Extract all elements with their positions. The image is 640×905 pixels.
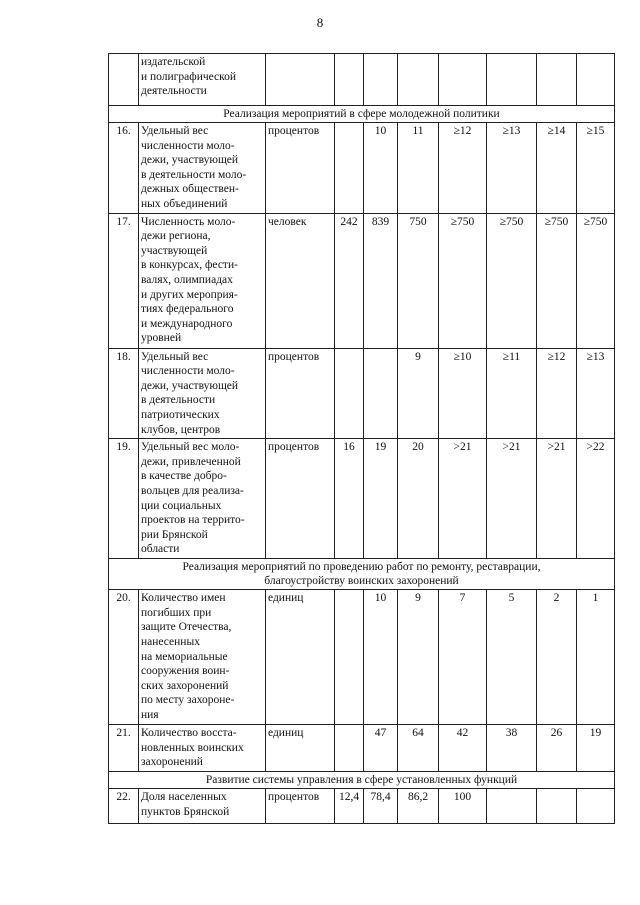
value-cell: 839	[364, 213, 398, 348]
value-cell: ≥13	[487, 123, 537, 214]
value-cell: ≥13	[577, 348, 615, 439]
value-cell	[537, 54, 577, 106]
unit-of-measure: человек	[266, 213, 335, 348]
value-cell: >21	[439, 439, 487, 559]
value-cell: 5	[487, 590, 537, 725]
unit-of-measure: единиц	[266, 725, 335, 772]
value-cell: ≥750	[487, 213, 537, 348]
value-cell	[487, 54, 537, 106]
value-cell: 16	[335, 439, 364, 559]
value-cell: 86,2	[398, 789, 439, 824]
value-cell: ≥11	[487, 348, 537, 439]
indicator-name: Доля населенных пунктов Брянской	[139, 789, 266, 824]
value-cell: 9	[398, 590, 439, 725]
value-cell: 10	[364, 590, 398, 725]
value-cell: ≥14	[537, 123, 577, 214]
indicator-name: Удельный вес численности моло- дежи, участвующей в деятельности моло- дежных обществен- ных объединений	[139, 123, 266, 214]
table-row	[109, 789, 615, 824]
unit-of-measure: процентов	[266, 348, 335, 439]
value-cell: 78,4	[364, 789, 398, 824]
indicator-name: Удельный вес моло- дежи, привлеченной в качестве добро- вольцев для реализа- ции социальных проектов на террито- рии Брянской области	[139, 439, 266, 559]
value-cell: 9	[398, 348, 439, 439]
section-title: Реализация мероприятий в сфере молодежной политики	[109, 106, 615, 123]
row-number	[109, 54, 139, 106]
value-cell	[335, 123, 364, 214]
value-cell	[487, 789, 537, 824]
unit-of-measure	[266, 54, 335, 106]
indicator-name: Удельный вес численности моло- дежи, участвующей в деятельности патриотических клубов, центров	[139, 348, 266, 439]
value-cell: 20	[398, 439, 439, 559]
unit-of-measure: процентов	[266, 439, 335, 559]
value-cell: 1	[577, 590, 615, 725]
section-header-row	[109, 106, 615, 123]
value-cell	[335, 725, 364, 772]
value-cell	[364, 54, 398, 106]
value-cell: 38	[487, 725, 537, 772]
value-cell: 2	[537, 590, 577, 725]
table-row	[109, 123, 615, 214]
table-row	[109, 439, 615, 559]
row-number: 20.	[109, 590, 139, 725]
value-cell: ≥10	[439, 348, 487, 439]
value-cell: 26	[537, 725, 577, 772]
unit-of-measure: процентов	[266, 789, 335, 824]
value-cell	[364, 348, 398, 439]
indicator-name: Численность моло- дежи региона, участвующей в конкурсах, фести- валях, олимпиадах и других мероприя- тиях федерального и международного уровней	[139, 213, 266, 348]
table-row	[109, 348, 615, 439]
value-cell	[335, 590, 364, 725]
value-cell: 12,4	[335, 789, 364, 824]
indicators-table	[108, 53, 615, 824]
value-cell: ≥750	[439, 213, 487, 348]
value-cell: ≥12	[439, 123, 487, 214]
unit-of-measure: процентов	[266, 123, 335, 214]
value-cell: 10	[364, 123, 398, 214]
section-header-row	[109, 559, 615, 590]
value-cell: 242	[335, 213, 364, 348]
value-cell: ≥750	[577, 213, 615, 348]
value-cell: 47	[364, 725, 398, 772]
value-cell	[335, 348, 364, 439]
value-cell: 750	[398, 213, 439, 348]
table-row	[109, 590, 615, 725]
section-title: Развитие системы управления в сфере установленных функций	[109, 772, 615, 789]
row-number: 17.	[109, 213, 139, 348]
value-cell: >21	[487, 439, 537, 559]
value-cell: >21	[537, 439, 577, 559]
page-number: 8	[316, 15, 324, 30]
table-row	[109, 213, 615, 348]
row-number: 16.	[109, 123, 139, 214]
section-header-row	[109, 772, 615, 789]
value-cell	[398, 54, 439, 106]
value-cell	[577, 54, 615, 106]
row-number: 19.	[109, 439, 139, 559]
indicator-name: Количество имен погибших при защите Отечества, нанесенных на мемориальные сооружения воин- ских захоронений по месту захороне- ния	[139, 590, 266, 725]
value-cell	[537, 789, 577, 824]
unit-of-measure: единиц	[266, 590, 335, 725]
value-cell: >22	[577, 439, 615, 559]
indicator-name: издательской и полиграфической деятельности	[139, 54, 266, 106]
indicator-name: Количество восста- новленных воинских захоронений	[139, 725, 266, 772]
table-row	[109, 725, 615, 772]
value-cell	[577, 789, 615, 824]
value-cell: 19	[364, 439, 398, 559]
row-number: 22.	[109, 789, 139, 824]
table-row	[109, 54, 615, 106]
value-cell: 42	[439, 725, 487, 772]
section-title: Реализация мероприятий по проведению работ по ремонту, реставрации, благоустройству воинских захоронений	[109, 559, 615, 590]
value-cell	[439, 54, 487, 106]
value-cell: 11	[398, 123, 439, 214]
value-cell: ≥750	[537, 213, 577, 348]
value-cell: ≥12	[537, 348, 577, 439]
value-cell: 64	[398, 725, 439, 772]
value-cell: 100	[439, 789, 487, 824]
value-cell: ≥15	[577, 123, 615, 214]
value-cell	[335, 54, 364, 106]
value-cell: 19	[577, 725, 615, 772]
row-number: 18.	[109, 348, 139, 439]
row-number: 21.	[109, 725, 139, 772]
value-cell: 7	[439, 590, 487, 725]
